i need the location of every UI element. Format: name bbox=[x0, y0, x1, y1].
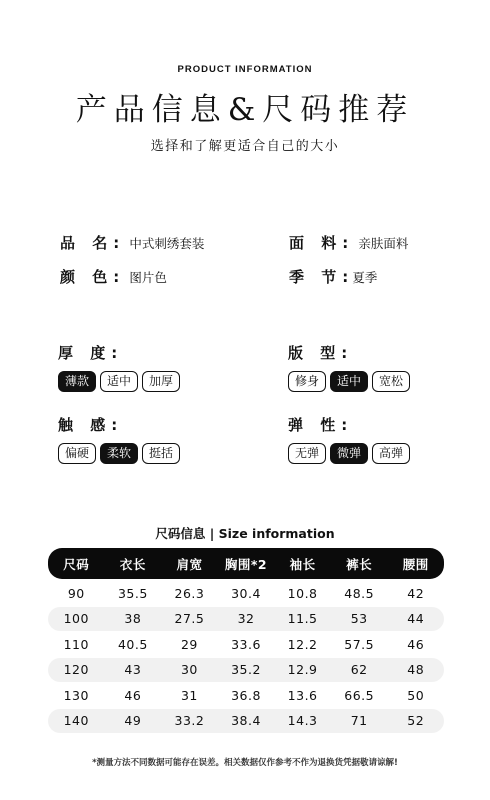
table-cell: 130 bbox=[63, 687, 89, 703]
touch-title: 触 感: bbox=[58, 416, 124, 434]
info-name-row bbox=[60, 232, 204, 253]
info-color-row bbox=[60, 266, 167, 287]
table-cell: 71 bbox=[350, 713, 368, 729]
table-cell: 52 bbox=[407, 713, 425, 729]
table-cell: 32 bbox=[237, 611, 255, 627]
info-value: 亲肤面料 bbox=[358, 236, 409, 251]
elasticity-option-slight[interactable]: 微弹 bbox=[330, 443, 368, 464]
table-cell: 35.2 bbox=[231, 662, 261, 678]
info-key: 品 名: bbox=[60, 234, 126, 252]
disclaimer-note: *测量方法不同数据可能存在误差。相关数据仅作参考不作为退换货凭据敬请谅解! bbox=[92, 758, 398, 768]
info-key: 颜 色: bbox=[60, 268, 126, 286]
table-cell: 29 bbox=[180, 636, 198, 652]
table-cell: 50 bbox=[407, 687, 425, 703]
fit-option-regular[interactable]: 适中 bbox=[330, 371, 368, 392]
elasticity-option-high[interactable]: 高弹 bbox=[372, 443, 410, 464]
table-cell: 36.8 bbox=[231, 687, 261, 703]
table-cell: 46 bbox=[407, 636, 425, 652]
table-cell: 33.6 bbox=[231, 636, 261, 652]
touch-group bbox=[58, 414, 180, 464]
table-cell: 38 bbox=[124, 611, 142, 627]
table-cell: 49 bbox=[124, 713, 142, 729]
column-header: 肩宽 bbox=[176, 556, 203, 572]
table-cell: 13.6 bbox=[287, 687, 318, 703]
table-cell: 26.3 bbox=[174, 585, 205, 601]
thickness-group bbox=[58, 342, 180, 392]
column-header: 腰围 bbox=[402, 556, 429, 572]
table-cell: 40.5 bbox=[117, 636, 148, 652]
thickness-option-medium[interactable]: 适中 bbox=[100, 371, 138, 392]
thickness-title: 厚 度: bbox=[58, 344, 124, 362]
table-row bbox=[48, 683, 444, 708]
table-cell: 57.5 bbox=[344, 636, 375, 652]
table-cell: 120 bbox=[63, 662, 89, 678]
table-cell: 48 bbox=[407, 662, 425, 678]
table-cell: 48.5 bbox=[344, 585, 375, 601]
table-cell: 46 bbox=[124, 687, 142, 703]
thickness-option-thin[interactable]: 薄款 bbox=[58, 371, 96, 392]
elasticity-group bbox=[288, 414, 410, 464]
table-cell: 27.5 bbox=[174, 611, 205, 627]
info-fabric-row bbox=[289, 232, 408, 253]
size-table bbox=[48, 548, 444, 734]
fit-option-loose[interactable]: 宽松 bbox=[372, 371, 410, 392]
table-cell: 90 bbox=[67, 585, 85, 601]
table-row bbox=[48, 658, 444, 683]
info-value: 图片色 bbox=[129, 270, 167, 285]
fit-option-slim[interactable]: 修身 bbox=[288, 371, 326, 392]
table-row bbox=[48, 632, 444, 657]
page-subtitle: 选择和了解更适合自己的大小 bbox=[150, 139, 340, 154]
table-cell: 38.4 bbox=[231, 713, 261, 729]
table-cell: 140 bbox=[63, 713, 89, 729]
table-cell: 100 bbox=[63, 611, 89, 627]
table-cell: 31 bbox=[180, 687, 198, 703]
info-key: 面 料: bbox=[289, 234, 355, 252]
table-cell: 14.3 bbox=[287, 713, 318, 729]
table-cell: 62 bbox=[350, 662, 368, 678]
column-header: 尺码 bbox=[63, 556, 90, 572]
info-value: 中式刺绣套装 bbox=[129, 236, 205, 251]
table-cell: 42 bbox=[407, 585, 425, 601]
table-cell: 43 bbox=[124, 662, 142, 678]
table-cell: 12.9 bbox=[287, 662, 318, 678]
table-row bbox=[48, 709, 444, 734]
table-cell: 35.5 bbox=[117, 585, 148, 601]
table-cell: 33.2 bbox=[174, 713, 205, 729]
column-header: 袖长 bbox=[289, 556, 316, 572]
eyebrow-label: PRODUCT INFORMATION bbox=[177, 64, 313, 75]
table-row bbox=[48, 581, 444, 606]
column-header: 胸围*2 bbox=[224, 556, 268, 572]
info-key: 季 节: bbox=[289, 268, 355, 286]
table-cell: 30.4 bbox=[231, 585, 261, 601]
fit-group bbox=[288, 342, 410, 392]
elasticity-option-none[interactable]: 无弹 bbox=[288, 443, 326, 464]
touch-option-crisp[interactable]: 挺括 bbox=[142, 443, 180, 464]
info-season-row bbox=[289, 266, 377, 287]
elasticity-title: 弹 性: bbox=[288, 416, 354, 434]
table-row bbox=[48, 607, 444, 632]
table-cell: 110 bbox=[63, 636, 89, 652]
thickness-option-thick[interactable]: 加厚 bbox=[142, 371, 180, 392]
table-cell: 66.5 bbox=[344, 687, 375, 703]
fit-title: 版 型: bbox=[288, 344, 354, 362]
size-table-heading: 尺码信息 | Size information bbox=[155, 526, 335, 541]
table-cell: 53 bbox=[350, 611, 368, 627]
table-header-row bbox=[48, 548, 444, 579]
column-header: 衣长 bbox=[119, 556, 146, 572]
touch-option-stiff[interactable]: 偏硬 bbox=[58, 443, 96, 464]
column-header: 裤长 bbox=[346, 556, 373, 572]
table-cell: 11.5 bbox=[287, 611, 318, 627]
page-title: 产品信息&尺码推荐 bbox=[75, 92, 415, 128]
table-cell: 12.2 bbox=[287, 636, 318, 652]
info-value: 夏季 bbox=[352, 270, 378, 285]
table-cell: 10.8 bbox=[287, 585, 318, 601]
table-cell: 44 bbox=[407, 611, 425, 627]
table-cell: 30 bbox=[180, 662, 198, 678]
touch-option-soft[interactable]: 柔软 bbox=[100, 443, 138, 464]
